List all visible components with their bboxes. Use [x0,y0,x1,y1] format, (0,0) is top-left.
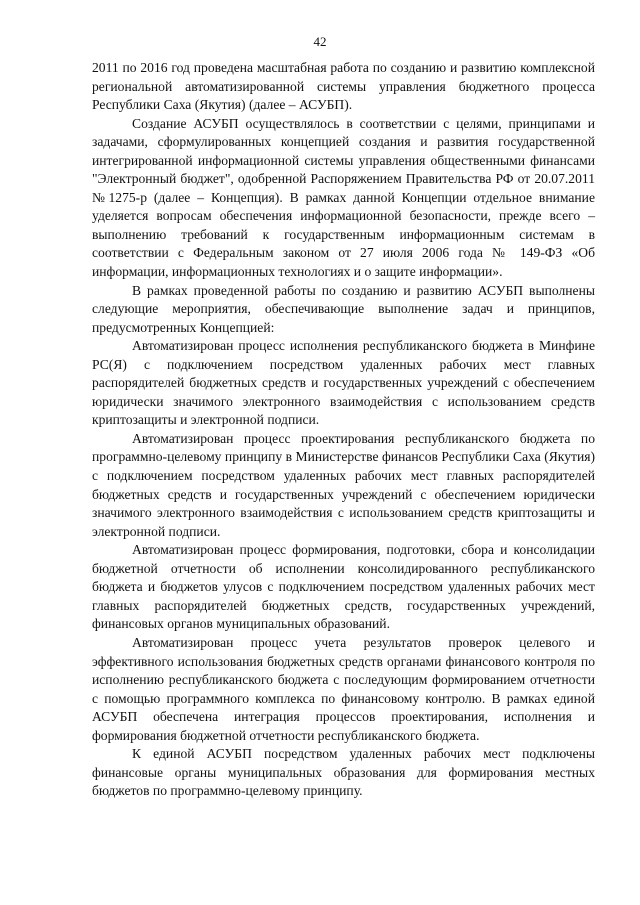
page-number: 42 [313,34,327,49]
paragraph-7: Автоматизирован процесс учета результатов проверок целевого и эффективного использования бюджетных средств органами финансового контроля по исполнению республиканского бюджета с последующим формированием отчетности с помощью программного комплекса по финансовому контролю. В рамках единой АСУБП обеспечена интеграция процессов проектирования, исполнения и формирования бюджетной отчетности республиканского бюджета. [92,634,595,743]
paragraph-3: В рамках проведенной работы по созданию и развитию АСУБП выполнены следующие мероприятия, обеспечивающие выполнение задач и принципов, предусмотренных Концепцией: [92,282,595,335]
paragraph-8: К единой АСУБП посредством удаленных рабочих мест подключены финансовые органы муниципальных образования для формирования местных бюджетов по программно-целевому принципу. [92,746,595,799]
document-body [92,59,595,801]
paragraph-5: Автоматизирован процесс проектирования республиканского бюджета по программно-целевому принципу в Министерстве финансов Республики Саха (Якутия) с подключением посредством удаленных рабочих мест главных распорядителей бюджетных средств и государственных учреждений с обеспечением юридически значимого электронного взаимодействия с использованием средств криптозащиты и электронной подписи. [92,430,595,539]
paragraph-1: 2011 по 2016 год проведена масштабная работа по созданию и развитию комплексной региональной автоматизированной системы управления бюджетного процесса Республики Саха (Якутия) (далее – АСУБП). [92,60,595,113]
paragraph-2: Создание АСУБП осуществлялось в соответствии с целями, принципами и задачами, сформулированных концепцией создания и развития государственной интегрированной информационной системы управления общественными финансами "Электронный бюджет", одобренной Распоряжением Правительства РФ от 20.07.2011 №1275-р (далее – Концепция). В рамках данной Концепции отдельное внимание уделяется вопросам обеспечения информационной безопасности, прежде всего – выполнению требований к государственным информационным системам в соответствии с Федеральным законом от 27 июля 2006 года № 149-ФЗ «Об информации, информационных технологиях и о защите информации». [92,115,595,280]
paragraph-6: Автоматизирован процесс формирования, подготовки, сбора и консолидации бюджетной отчетности об исполнении консолидированного республиканского бюджета и бюджетов улусов с подключением посредством удаленных рабочих мест главных распорядителей бюджетных средств, государственных учреждений, финансовых органов муниципальных образований. [92,542,595,632]
paragraph-4: Автоматизирован процесс исполнения республиканского бюджета в Минфине РС(Я) с подключением посредством удаленных рабочих мест главных распорядителей бюджетных средств и государственных учреждений с обеспечением юридически значимого электронного взаимодействия с использованием средств криптозащиты и электронной подписи. [92,338,595,428]
